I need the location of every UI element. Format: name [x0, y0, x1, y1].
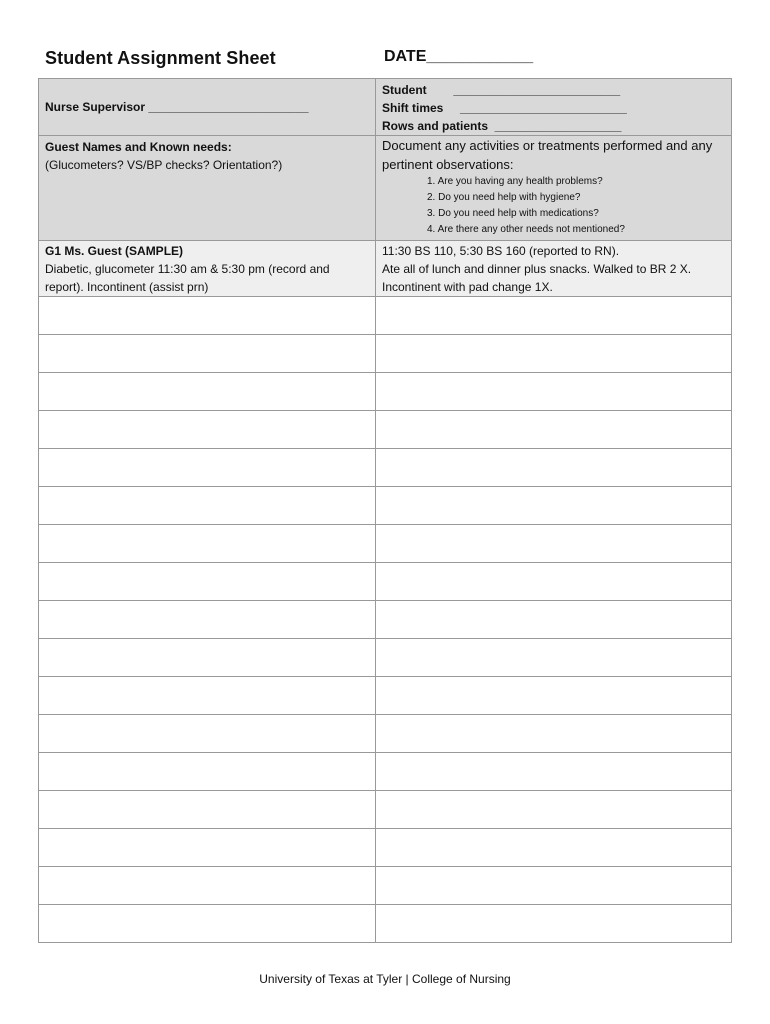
guest-entry-cell[interactable] [39, 411, 376, 449]
table-row [39, 563, 732, 601]
observation-entry-cell[interactable] [376, 449, 732, 487]
question-item: 4. Are there any other needs not mentioned? [427, 224, 625, 235]
table-row [39, 791, 732, 829]
nurse-supervisor-field[interactable]: Nurse Supervisor ________________________ [39, 79, 376, 136]
observation-entry-cell[interactable] [376, 373, 732, 411]
sample-obs-line1: 11:30 BS 110, 5:30 BS 160 (reported to RN). [382, 244, 620, 258]
observation-entry-cell[interactable] [376, 677, 732, 715]
table-row [39, 677, 732, 715]
table-row [39, 449, 732, 487]
guest-entry-cell[interactable] [39, 563, 376, 601]
header-row [39, 79, 732, 136]
observation-entry-cell[interactable] [376, 601, 732, 639]
guest-entry-cell[interactable] [39, 525, 376, 563]
guest-entry-cell[interactable] [39, 791, 376, 829]
table-row [39, 905, 732, 943]
page-title: Student Assignment Sheet [45, 48, 276, 68]
observation-entry-cell[interactable] [376, 753, 732, 791]
guest-entry-cell[interactable] [39, 487, 376, 525]
guest-needs-header [39, 136, 376, 241]
observation-entry-cell[interactable] [376, 411, 732, 449]
assignment-table [38, 78, 732, 943]
table-row [39, 411, 732, 449]
observation-entry-cell[interactable] [376, 791, 732, 829]
student-info-cell [376, 79, 732, 136]
guest-entry-cell[interactable] [39, 639, 376, 677]
guest-entry-cell[interactable] [39, 297, 376, 335]
sample-observations-cell [376, 241, 732, 297]
guest-entry-cell[interactable] [39, 829, 376, 867]
observations-header [376, 136, 732, 241]
table-row [39, 639, 732, 677]
guest-entry-cell[interactable] [39, 601, 376, 639]
observation-entry-cell[interactable] [376, 715, 732, 753]
sample-guest-cell [39, 241, 376, 297]
observations-intro: Document any activities or treatments performed and any pertinent observations: [382, 138, 713, 172]
question-list [382, 174, 725, 238]
guest-entry-cell[interactable] [39, 753, 376, 791]
observation-entry-cell[interactable] [376, 297, 732, 335]
observation-entry-cell[interactable] [376, 905, 732, 943]
guest-entry-cell[interactable] [39, 905, 376, 943]
sample-guest-needs: Diabetic, glucometer 11:30 am & 5:30 pm (record and report). Incontinent (assist prn) [45, 262, 330, 294]
question-item: 3. Do you need help with medications? [427, 208, 599, 219]
page-footer: University of Texas at Tyler | College of Nursing [259, 972, 511, 986]
student-field[interactable]: Student _________________________ [382, 83, 621, 97]
guest-entry-cell[interactable] [39, 449, 376, 487]
sample-row [39, 241, 732, 297]
guest-entry-cell[interactable] [39, 715, 376, 753]
guest-entry-cell[interactable] [39, 867, 376, 905]
shift-times-field[interactable]: Shift times _________________________ [382, 101, 627, 115]
table-row [39, 753, 732, 791]
sample-obs-line2: Ate all of lunch and dinner plus snacks. Walked to BR 2 X. Incontinent with pad change 1X. [382, 262, 692, 294]
observation-entry-cell[interactable] [376, 335, 732, 373]
table-row [39, 335, 732, 373]
rows-patients-field[interactable]: Rows and patients ___________________ [382, 119, 622, 133]
observation-entry-cell[interactable] [376, 563, 732, 601]
table-row [39, 525, 732, 563]
table-row [39, 297, 732, 335]
observation-entry-cell[interactable] [376, 525, 732, 563]
observation-entry-cell[interactable] [376, 487, 732, 525]
observation-entry-cell[interactable] [376, 639, 732, 677]
table-row [39, 373, 732, 411]
table-row [39, 829, 732, 867]
table-row [39, 601, 732, 639]
date-field[interactable]: DATE____________ [384, 48, 534, 65]
table-row [39, 487, 732, 525]
guest-entry-cell[interactable] [39, 373, 376, 411]
question-item: 1. Are you having any health problems? [427, 176, 603, 187]
observation-entry-cell[interactable] [376, 867, 732, 905]
table-row [39, 867, 732, 905]
guest-entry-cell[interactable] [39, 677, 376, 715]
sample-guest-name: G1 Ms. Guest (SAMPLE) [45, 244, 184, 258]
guest-needs-heading: Guest Names and Known needs: [45, 140, 232, 154]
question-item: 2. Do you need help with hygiene? [427, 192, 581, 203]
observation-entry-cell[interactable] [376, 829, 732, 867]
instructions-row [39, 136, 732, 241]
guest-entry-cell[interactable] [39, 335, 376, 373]
table-row [39, 715, 732, 753]
guest-needs-subtext: (Glucometers? VS/BP checks? Orientation?) [45, 158, 283, 172]
